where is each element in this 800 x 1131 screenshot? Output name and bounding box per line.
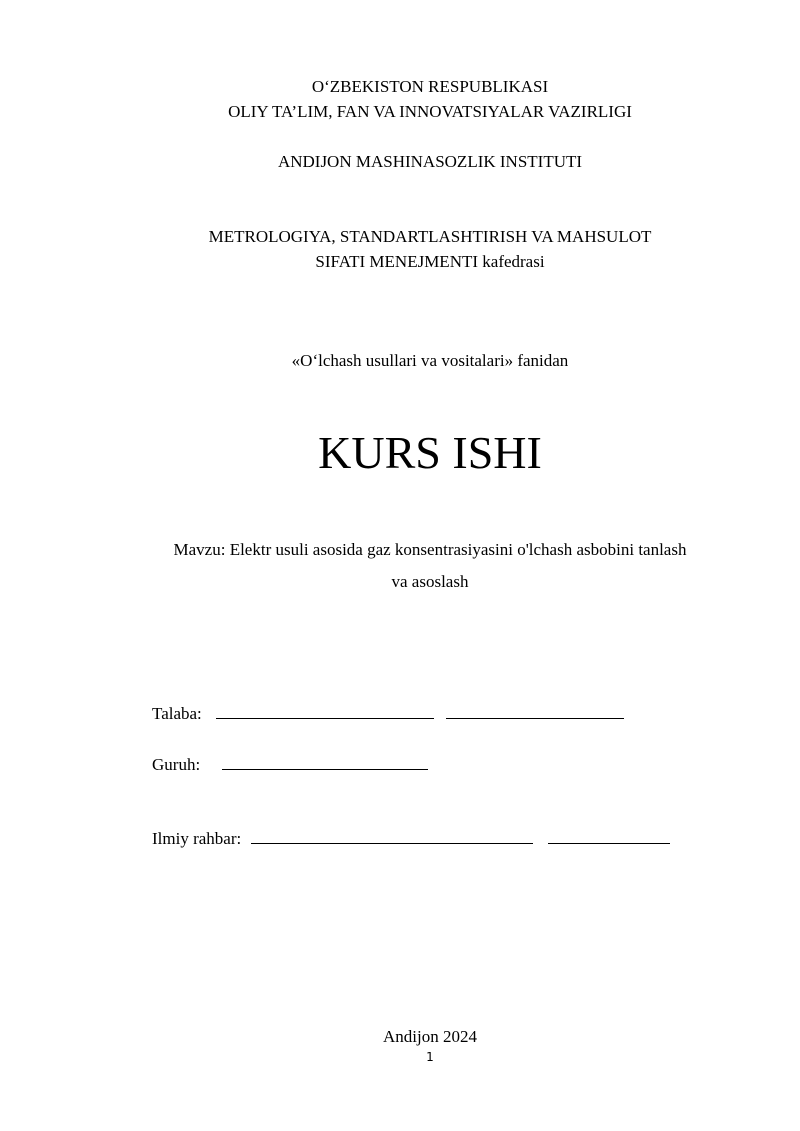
supervisor-signature-blank (548, 829, 670, 844)
republic-heading: O‘ZBEKISTON RESPUBLIKASI (311, 77, 549, 96)
supervisor-label: Ilmiy rahbar: (152, 829, 242, 848)
student-label: Talaba: (152, 704, 202, 723)
group-blank (222, 755, 428, 770)
city-year: Andijon 2024 (383, 1027, 477, 1046)
student-field (152, 704, 624, 724)
supervisor-field (152, 829, 670, 849)
document-title: KURS ISHI (318, 427, 542, 478)
subject-line: «O‘lchash usullari va vositalari» fanidan (291, 351, 569, 370)
department-heading-line2: SIFATI MENEJMENTI kafedrasi (315, 252, 545, 271)
ministry-heading: OLIY TA’LIM, FAN VA INNOVATSIYALAR VAZIRLIGI (228, 102, 632, 121)
institute-heading: ANDIJON MASHINASOZLIK INSTITUTI (277, 152, 583, 171)
topic-line2: va asoslash (391, 572, 469, 591)
page-number: 1 (426, 1050, 434, 1064)
group-label: Guruh: (152, 755, 201, 774)
student-name-blank (216, 704, 434, 719)
department-heading-line1: METROLOGIYA, STANDARTLASHTIRISH VA MAHSULOT (208, 227, 652, 246)
student-signature-blank (446, 704, 624, 719)
topic-line1: Mavzu: Elektr usuli asosida gaz konsentrasiyasini o'lchash asbobini tanlash (173, 540, 687, 559)
supervisor-name-blank (251, 829, 533, 844)
group-field (152, 755, 428, 775)
